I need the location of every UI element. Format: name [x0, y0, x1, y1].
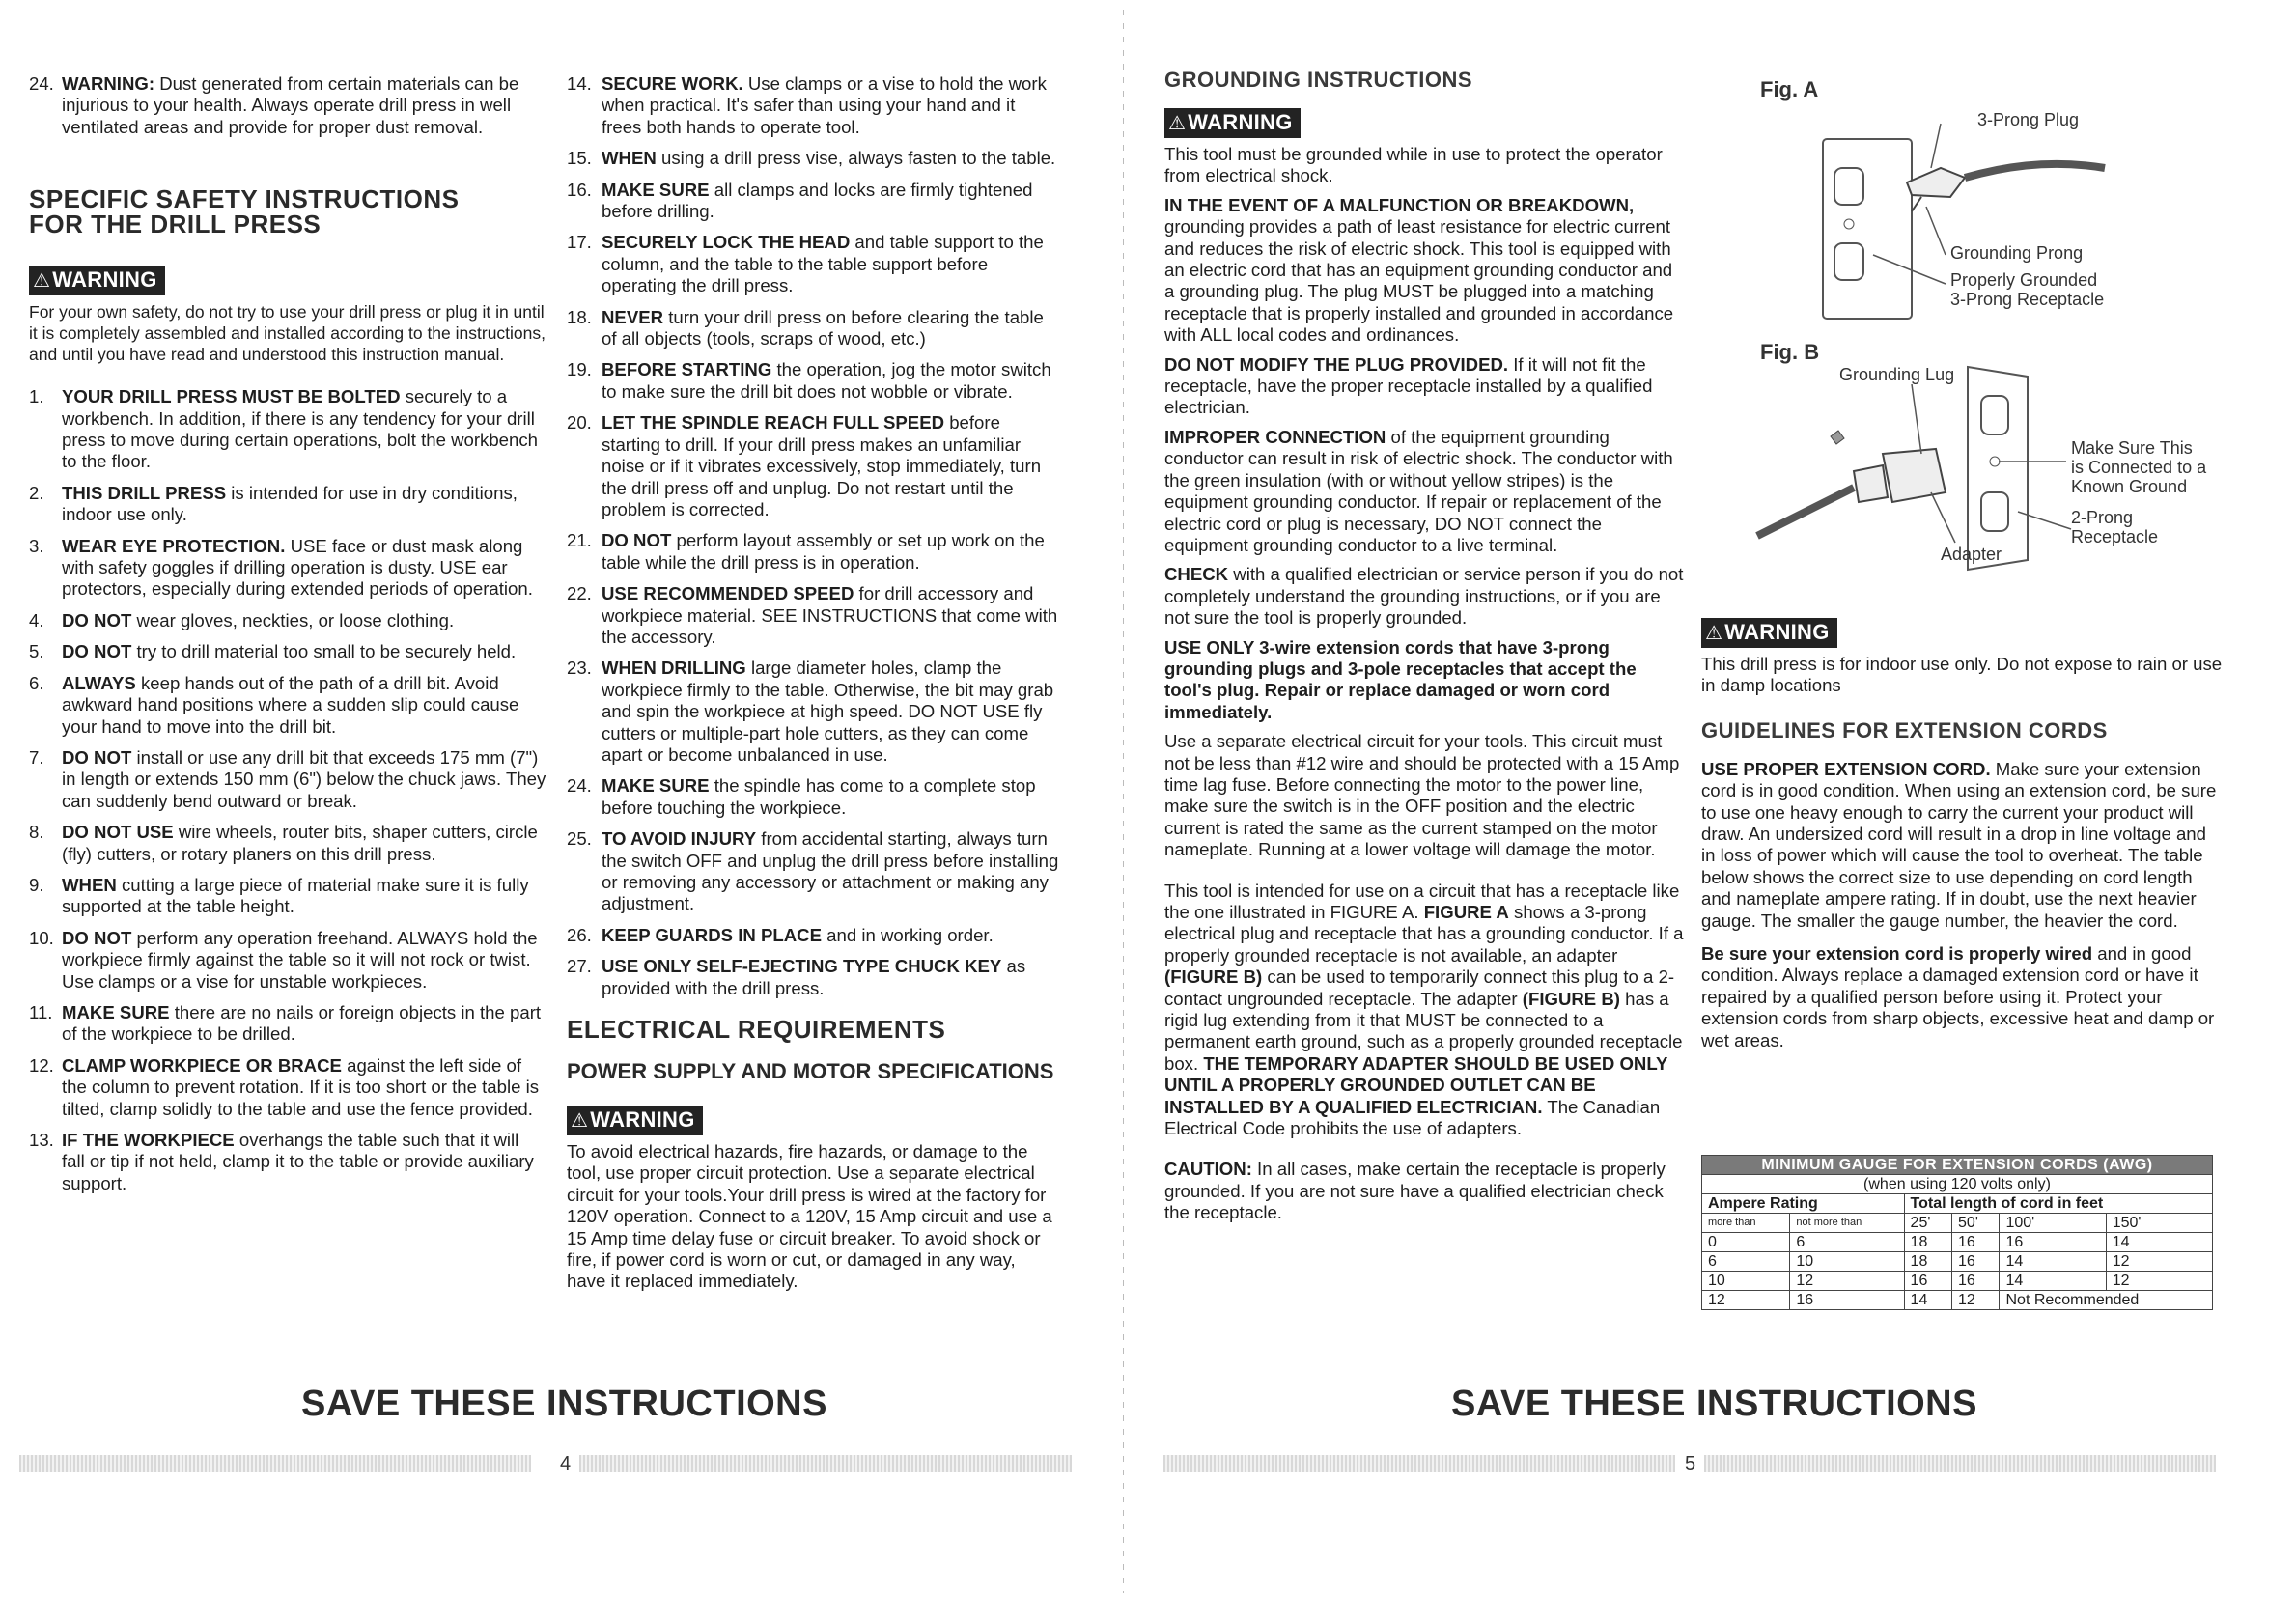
para-lead: USE PROPER EXTENSION CORD.: [1701, 758, 1991, 779]
item-text: there are no nails or foreign objects in the part of the workpiece to be drilled.: [62, 1001, 542, 1045]
table-cell: 18: [1904, 1233, 1951, 1252]
save-instructions-left: SAVE THESE INSTRUCTIONS: [301, 1384, 827, 1424]
table-row: [1702, 1233, 2213, 1252]
list-item: [29, 875, 546, 918]
item-number: 3.: [29, 535, 44, 556]
fig-b-label: Fig. B: [1760, 340, 1820, 364]
item-text: Use clamps or a vise to hold the work when practical. It's safer than using your hand and it frees both hands to operate tool.: [602, 73, 1047, 137]
para-lead: CHECK: [1164, 564, 1229, 585]
safety-list-2: [567, 73, 1059, 999]
item-number: 17.: [567, 232, 592, 253]
item-number: 2.: [29, 482, 44, 503]
fig-b-lug-label: Grounding Lug: [1839, 365, 1955, 384]
para-text: This tool is intended for use on a circuit that has a receptacle like the one illustrated in FIGURE A.: [1164, 880, 1680, 922]
item-lead: USE RECOMMENDED SPEED: [602, 583, 854, 604]
list-item: [567, 412, 1059, 520]
fig-b-make-label-2: is Connected to a: [2071, 458, 2207, 477]
leader-line: [1926, 207, 1946, 255]
para-lead: THE TEMPORARY ADAPTER SHOULD BE USED ONLY UNTIL A PROPERLY GROUNDED OUTLET CAN BE INSTALLED BY A QUALIFIED ELECTRICIAN.: [1164, 1052, 1668, 1117]
indoor-use-text: This drill press is for indoor use only. Do not expose to rain or use in damp locations: [1701, 654, 2223, 696]
page-footer-left: [19, 1453, 1072, 1474]
para-text: can be used to temporarily connect this plug to a 2-contact ungrounded receptacle. The adapter: [1164, 966, 1675, 1009]
item-lead: DO NOT: [62, 927, 132, 948]
para-text: The Canadian Electrical Code prohibits the use of adapters.: [1164, 1096, 1661, 1139]
item-number: 12.: [29, 1054, 54, 1076]
table-cell: Not Recommended: [2000, 1291, 2213, 1310]
table-title: MINIMUM GAUGE FOR EXTENSION CORDS (AWG): [1702, 1156, 2213, 1175]
item-text: as provided with the drill press.: [602, 956, 1026, 998]
cord: [1757, 488, 1854, 536]
item-text: wire wheels, router bits, shaper cutters, circle (fly) cutters, or rotary planers on this drill press.: [62, 822, 538, 864]
warning-label: WARNING: [590, 1107, 695, 1133]
item-number: 4.: [29, 609, 44, 630]
item-number: 7.: [29, 746, 44, 768]
page-number: 4: [560, 1453, 572, 1474]
footer-rule: [19, 1455, 531, 1472]
item-number: 27.: [567, 956, 592, 977]
item-text: cutting a large piece of material make sure it is fully supported at the table height.: [62, 874, 529, 917]
item-lead: ALWAYS: [62, 672, 136, 693]
item-lead: DO NOT: [62, 641, 132, 662]
item-text: for drill accessory and workpiece material. SEE INSTRUCTIONS that come with the accessory.: [602, 583, 1058, 647]
para-lead: Be sure your extension cord is properly wired: [1701, 943, 2093, 965]
warning-label: WARNING: [1724, 620, 1830, 644]
item-lead: BEFORE STARTING: [602, 359, 772, 380]
para-lead: (FIGURE B): [1522, 988, 1620, 1009]
item-lead: LET THE SPINDLE REACH FULL SPEED: [602, 412, 945, 434]
para-lead: CAUTION:: [1164, 1159, 1252, 1180]
list-item: [29, 536, 546, 601]
length-header: 25': [1904, 1214, 1951, 1233]
grounding-p8: [1164, 881, 1684, 1140]
item-text: try to drill material too small to be securely held.: [131, 641, 517, 662]
item-lead: DO NOT: [602, 530, 672, 551]
save-instructions-right: SAVE THESE INSTRUCTIONS: [1451, 1384, 1977, 1424]
item-number: 21.: [567, 530, 592, 551]
cord: [1965, 164, 2105, 178]
para-text: has a rigid lug extending from it that MUST be connected to a permanent earth ground, such as a properly grounded receptacle box.: [1164, 988, 1683, 1074]
table-cell: 14: [2106, 1233, 2212, 1252]
item-text: the spindle has come to a complete stop before touching the workpiece.: [602, 775, 1036, 818]
fig-b-make-label-3: Known Ground: [2071, 477, 2188, 496]
item-text: Dust generated from certain materials can be injurious to your health. Always operate drill press in well ventilated areas and provide for proper dust removal.: [62, 73, 519, 137]
list-item: [29, 386, 546, 473]
para-text: If it will not fit the receptacle, have the proper receptacle installed by a qualified electrician.: [1164, 353, 1653, 418]
warning-label: WARNING: [1188, 110, 1293, 134]
grounding-p6: USE ONLY 3-wire extension cords that have 3-prong grounding plugs and 3-pole receptacles that accept the tool's plug. Repair or replace damaged or worn cord immediately.: [1164, 636, 1637, 722]
item-number: 5.: [29, 641, 44, 662]
leader-line: [1931, 124, 1941, 168]
item-text: large diameter holes, clamp the workpiece firmly to the table. Otherwise, the bit may grab and spin the workpiece at high speed. DO NOT USE fly cutters or multiple-part hole cutters, as they can come apart or become unbalanced in use.: [602, 658, 1054, 765]
item-text: all clamps and locks are firmly tightened before drilling.: [602, 179, 1033, 222]
para-lead: IN THE EVENT OF A MALFUNCTION OR BREAKDOWN,: [1164, 194, 1635, 215]
heading-line: SPECIFIC SAFETY INSTRUCTIONS: [29, 184, 460, 214]
safety-list-1: [29, 386, 546, 1194]
list-item: [29, 1130, 546, 1194]
list-item: [567, 359, 1059, 403]
fig-a-illustration: [1796, 100, 2221, 324]
list-item: [567, 956, 1059, 999]
footer-rule: [1163, 1455, 1675, 1472]
length-header: 150': [2106, 1214, 2212, 1233]
left-column-1: [29, 73, 546, 1204]
safety-warning-text: For your own safety, do not try to use your drill press or plug it in until it is completely assembled and installed according to the instructions, and until you have read and understood this instruction manual.: [29, 302, 546, 365]
item-lead: SECURE WORK.: [602, 73, 743, 94]
heading-line: FOR THE DRILL PRESS: [29, 210, 322, 239]
cord-length-header: Total length of cord in feet: [1904, 1194, 2212, 1214]
warning-triangle-icon: ⚠: [1705, 623, 1723, 644]
item-number: 11.: [29, 1001, 53, 1022]
table-row: [1702, 1252, 2213, 1272]
table-cell: 14: [2000, 1252, 2106, 1272]
para-text: shows a 3-prong electrical plug and receptacle that has a grounding conductor. If a properly grounded receptacle is not available, an adapter: [1164, 902, 1684, 966]
list-item: [567, 148, 1059, 169]
item-lead: SECURELY LOCK THE HEAD: [602, 232, 851, 253]
fig-b-adapter-label: Adapter: [1941, 545, 2002, 564]
table-cell: 12: [1790, 1272, 1904, 1291]
para-text: grounding provides a path of least resistance for electric current and reduces the risk of electric shock. This tool is equipped with an electric cord that has an equipment grounding conductor and a grounding plug. The plug MUST be plugged into a matching receptacle that is properly installed and grounded in accordance with ALL local codes and ordinances.: [1164, 216, 1674, 346]
table-row: [1702, 1272, 2213, 1291]
item-lead: WHEN: [602, 148, 657, 169]
item-lead: MAKE SURE: [62, 1001, 170, 1022]
list-item: [567, 925, 1059, 946]
list-item: [29, 1002, 546, 1046]
item-lead: THIS DRILL PRESS: [62, 482, 227, 503]
table-cell: 16: [1952, 1272, 2000, 1291]
warning-label: WARNING: [52, 267, 157, 293]
extension-p1: [1701, 759, 2223, 932]
table-cell: 12: [2106, 1272, 2212, 1291]
item-number: 8.: [29, 822, 44, 843]
item-lead: YOUR DRILL PRESS MUST BE BOLTED: [62, 386, 401, 407]
warning-triangle-icon: ⚠: [33, 270, 51, 293]
item-number: 6.: [29, 672, 44, 693]
table-cell: 14: [1904, 1291, 1951, 1310]
fig-a-recep-label-1: Properly Grounded: [1950, 270, 2098, 290]
item-text: and in working order.: [821, 924, 994, 945]
item-lead: NEVER: [602, 306, 664, 327]
grounding-p7: Use a separate electrical circuit for your tools. This circuit must not be less than #12 wire and should be protected with a 15 Amp time lag fuse. Before connecting the motor to the power line, make sure the switch is in the OFF position and the electric current is rated the same as the current stamped on the motor nameplate. Running at a lower voltage will damage the motor.: [1164, 731, 1680, 860]
grounding-p5: [1164, 564, 1684, 629]
footer-rule: [579, 1455, 1072, 1472]
item-number: 26.: [567, 924, 592, 945]
list-item: [29, 747, 546, 812]
electrical-requirements-heading: ELECTRICAL REQUIREMENTS: [567, 1015, 946, 1045]
item-text: from accidental starting, always turn the switch OFF and unplug the drill press before installing or removing any accessory or attachment or making any adjustment.: [602, 828, 1059, 914]
table-subtitle: (when using 120 volts only): [1702, 1175, 2213, 1194]
table-cell: 16: [1790, 1291, 1904, 1310]
item-text: securely to a workbench. In addition, if there is any tendency for your drill press to move during certain operations, bolt the workbench to the floor.: [62, 386, 539, 472]
fig-a-plug-label: 3-Prong Plug: [1977, 110, 2080, 129]
item-lead: KEEP GUARDS IN PLACE: [602, 924, 822, 945]
item-number: 13.: [29, 1130, 54, 1150]
right-column-2: [1701, 618, 2223, 1059]
item-text: wear gloves, neckties, or loose clothing.: [131, 609, 455, 630]
grounding-p3: [1164, 354, 1684, 419]
fig-b-recep-label-2: Receptacle: [2071, 527, 2159, 546]
item-number: 16.: [567, 179, 592, 200]
item-text: the operation, jog the motor switch to make sure the drill bit does not wobble or vibrate.: [602, 359, 1051, 402]
list-item: [567, 232, 1059, 296]
item-number: 24.: [29, 73, 54, 94]
right-column-1: [1164, 68, 1684, 1232]
item-text: overhangs the table such that it will fall or tip if not held, clamp it to the table or provide auxiliary support.: [62, 1130, 534, 1193]
outlet-top: [1981, 396, 2008, 434]
item-number: 19.: [567, 359, 592, 380]
length-header: 100': [2000, 1214, 2106, 1233]
table-cell: 12: [1702, 1291, 1790, 1310]
item-lead: WEAR EYE PROTECTION.: [62, 535, 286, 556]
item-lead: MAKE SURE: [602, 179, 710, 200]
table-row: [1702, 1291, 2213, 1310]
item-number: 25.: [567, 828, 592, 850]
para-lead: (FIGURE B): [1164, 966, 1263, 988]
left-column-2: [567, 73, 1059, 1301]
para-text: Make sure your extension cord is in good condition. When using an extension cord, be sure to use one heavy enough to carry the current your product will draw. An undersized cord will result in a drop in line voltage and in loss of power which will cause the tool to overheat. The table below shows the correct size to use depending on cord length and nameplate ampere rating. If in doubt, use the next heavier gauge. The smaller the gauge number, the heavier the cord.: [1701, 758, 2217, 931]
outlet-top: [1834, 168, 1863, 205]
para-text: of the equipment grounding conductor can result in risk of electric shock. The conductor with the green insulation (with or without yellow stripes) is the equipment grounding conductor. If repair or replacement of the electric cord or plug is necessary, DO NOT connect the equipment grounding conductor to a live terminal.: [1164, 426, 1673, 555]
warning-triangle-icon: ⚠: [1168, 113, 1187, 134]
table-cell: 6: [1702, 1252, 1790, 1272]
leader-line: [1931, 492, 1955, 543]
plug-body: [1907, 168, 1965, 197]
item-number: 9.: [29, 874, 44, 895]
grounding-p4: [1164, 427, 1684, 556]
item-number: 20.: [567, 412, 592, 434]
warning-badge: [1701, 618, 1837, 648]
list-item: [29, 610, 546, 631]
item-lead: MAKE SURE: [602, 775, 710, 797]
table-cell: 10: [1702, 1272, 1790, 1291]
para-text: In all cases, make certain the receptacle is properly grounded. If you are not sure have a qualified electrician check the receptacle.: [1164, 1159, 1666, 1223]
item-text: install or use any drill bit that exceeds 175 mm (7") in length or extends 150 mm (6") below the chuck jaws. They can suddenly bend outward or break.: [62, 746, 546, 811]
page-fold: [1123, 10, 1124, 1593]
table-cell: 16: [1952, 1233, 2000, 1252]
table-subtitle-row: [1702, 1175, 2213, 1194]
item-number: 15.: [567, 148, 592, 169]
item-number: 18.: [567, 306, 592, 327]
table-cell: 16: [2000, 1233, 2106, 1252]
caution-paragraph: [1164, 1159, 1684, 1223]
para-text: and in good condition. Always replace a damaged extension cord or have it repaired by a qualified person before using it. Protect your extension cords from sharp objects, excessive heat and damp or wet areas.: [1701, 943, 2215, 1050]
para-lead: FIGURE A: [1423, 902, 1509, 922]
fig-b-illustration: [1738, 357, 2230, 579]
list-item: [567, 658, 1059, 766]
item-lead: USE ONLY SELF-EJECTING TYPE CHUCK KEY: [602, 956, 1002, 977]
item-lead: DO NOT: [62, 746, 132, 768]
fig-b-recep-label-1: 2-Prong: [2071, 508, 2134, 527]
table-cell: 18: [1904, 1252, 1951, 1272]
extension-p2: [1701, 943, 2223, 1051]
list-item: [567, 307, 1059, 350]
table-header-row: [1702, 1194, 2213, 1214]
list-item: [567, 828, 1059, 915]
list-item: [567, 73, 1059, 138]
grounding-prong: [1912, 197, 1921, 211]
fig-a-recep-label-2: 3-Prong Receptacle: [1950, 290, 2105, 309]
item-text: perform layout assembly or set up work on the table while the drill press is in operation.: [602, 530, 1045, 573]
length-header: 50': [1952, 1214, 2000, 1233]
item-text: perform any operation freehand. ALWAYS hold the workpiece firmly against the table so it will not rock or twist. Use clamps or a vise for unstable workpieces.: [62, 927, 538, 992]
extension-cord-heading: GUIDELINES FOR EXTENSION CORDS: [1701, 717, 2108, 742]
page-number: 5: [1685, 1453, 1696, 1474]
list-item: [29, 928, 546, 993]
power-supply-text: To avoid electrical hazards, fire hazards, or damage to the tool, use proper circuit protection. Use a separate electrical circuit for your tools.Your drill press is wired at the factory for 120V operation. Connect to a 120V, 15 Amp circuit and use a 15 Amp time delay fuse or circuit breaker. To avoid shock or fire, if power cord is worn or cut, or damaged in any way, have it replaced immediately.: [567, 1141, 1052, 1292]
item-text: using a drill press vise, always fasten to the table.: [656, 148, 1056, 169]
list-item: [29, 73, 546, 138]
grounding-heading: GROUNDING INSTRUCTIONS: [1164, 68, 1472, 92]
plug-body: [1854, 465, 1888, 502]
leader-line: [1912, 384, 1921, 454]
item-number: 1.: [29, 386, 44, 407]
item-lead: WHEN DRILLING: [602, 658, 746, 679]
item-lead: DO NOT: [62, 609, 132, 630]
item-lead: DO NOT USE: [62, 822, 174, 843]
list-item: [29, 822, 546, 865]
footer-rule: [1704, 1455, 2216, 1472]
outlet-bottom: [1834, 243, 1863, 280]
item-number: 23.: [567, 658, 592, 679]
item-text: against the left side of the column to prevent rotation. If it is too short or the table is tilted, clamp solidly to the table and use the fence provided.: [62, 1054, 540, 1119]
fig-a-label: Fig. A: [1760, 77, 1819, 101]
item-number: 10.: [29, 927, 54, 948]
item-text: and table support to the column, and the table to the table support before operating the drill press.: [602, 232, 1044, 296]
more-than-header: more than: [1702, 1214, 1790, 1233]
warning-badge: [1164, 108, 1301, 138]
table-title-row: [1702, 1156, 2213, 1175]
grounding-p1: This tool must be grounded while in use to protect the operator from electrical shock.: [1164, 144, 1663, 186]
para-lead: DO NOT MODIFY THE PLUG PROVIDED.: [1164, 353, 1509, 375]
extension-cord-gauge-table: [1701, 1155, 2213, 1310]
receptacle-plate: [1823, 139, 1912, 319]
table-cell: 0: [1702, 1233, 1790, 1252]
power-supply-heading: POWER SUPPLY AND MOTOR SPECIFICATIONS: [567, 1059, 1054, 1084]
list-item: [567, 775, 1059, 819]
table-cell: 16: [1952, 1252, 2000, 1272]
item-lead: WARNING:: [62, 73, 155, 94]
item-lead: WHEN: [62, 874, 117, 895]
item-number: 22.: [567, 583, 592, 604]
para-text: with a qualified electrician or service person if you do not completely understand the grounding instructions, or if you are not sure the tool is properly grounded.: [1164, 564, 1684, 629]
item-number: 24.: [567, 775, 592, 797]
list-item: [567, 583, 1059, 648]
table-cell: 14: [2000, 1272, 2106, 1291]
adapter-body: [1883, 449, 1946, 502]
item-24-list: [29, 73, 546, 138]
item-text: keep hands out of the path of a drill bit. Avoid awkward hand positions where a sudden slip could cause your hand to move into the drill bit.: [62, 672, 519, 737]
grounding-p2: [1164, 195, 1684, 347]
list-item: [29, 1055, 546, 1120]
ampere-rating-header: Ampere Rating: [1702, 1194, 1905, 1214]
warning-badge: [29, 266, 165, 295]
fig-a-prong-label: Grounding Prong: [1950, 243, 2084, 263]
table-cell: 6: [1790, 1233, 1904, 1252]
item-text: is intended for use in dry conditions, indoor use only.: [62, 482, 518, 525]
table-cell: 12: [1952, 1291, 2000, 1310]
page-footer-right: [1163, 1453, 2216, 1474]
list-item: [29, 641, 546, 662]
item-text: before starting to drill. If your drill press makes an unfamiliar noise or if it vibrates excessively, stop immediately, turn the drill press off and unplug. Do not restart until the problem is corrected.: [602, 412, 1042, 519]
item-text: USE face or dust mask along with safety goggles if drilling operation is dusty. USE ear protectors, especially during extended periods of operation.: [62, 535, 533, 600]
specific-safety-heading: [29, 186, 546, 237]
item-lead: TO AVOID INJURY: [602, 828, 757, 850]
item-lead: IF THE WORKPIECE: [62, 1130, 235, 1150]
outlet-bottom: [1981, 492, 2008, 531]
warning-badge: [567, 1106, 703, 1135]
item-lead: CLAMP WORKPIECE OR BRACE: [62, 1054, 342, 1076]
table-subheader-row: [1702, 1214, 2213, 1233]
lug-screw: [1831, 431, 1844, 444]
list-item: [567, 530, 1059, 574]
table-cell: 10: [1790, 1252, 1904, 1272]
table-cell: 12: [2106, 1252, 2212, 1272]
item-text: turn your drill press on before clearing the table of all objects (tools, scraps of wood, etc.): [602, 306, 1044, 350]
item-number: 14.: [567, 73, 592, 94]
para-lead: IMPROPER CONNECTION: [1164, 426, 1386, 447]
fig-b-make-label-1: Make Sure This: [2071, 438, 2193, 458]
list-item: [29, 673, 546, 738]
not-more-than-header: not more than: [1790, 1214, 1904, 1233]
table-cell: 16: [1904, 1272, 1951, 1291]
list-item: [567, 180, 1059, 223]
warning-triangle-icon: ⚠: [571, 1110, 589, 1133]
list-item: [29, 483, 546, 526]
